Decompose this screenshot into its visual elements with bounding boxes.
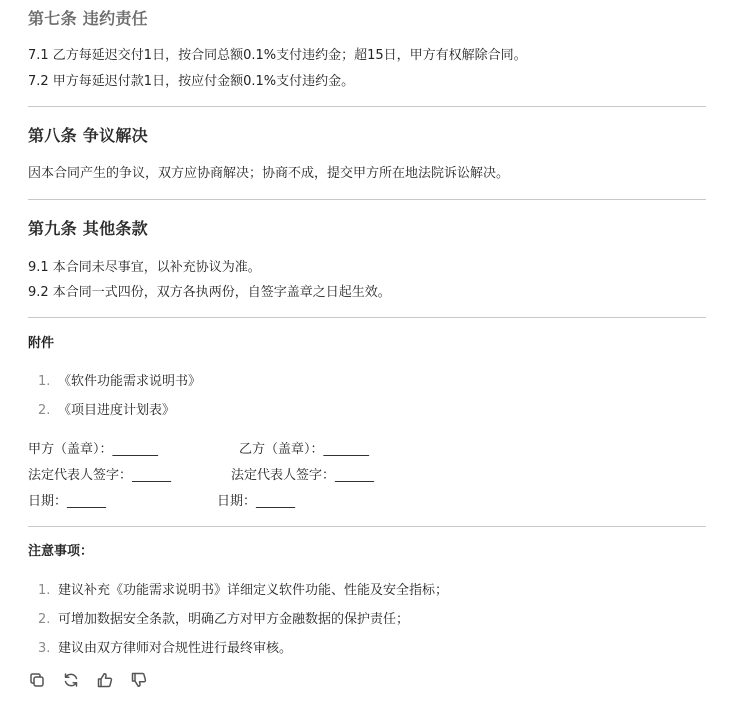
list-text: 《项目进度计划表》 — [58, 403, 176, 418]
thumbs-down-icon[interactable] — [130, 671, 148, 689]
clause-7-1: 7.1 乙方每延迟交付1日，按合同总额0.1%支付违约金；超15日，甲方有权解除合同。 — [28, 48, 527, 63]
clause-7-2: 7.2 甲方每延迟付款1日，按应付金额0.1%支付违约金。 — [28, 74, 355, 89]
party-a-seal: 甲方（盖章）：_______ — [28, 442, 159, 457]
section-7-title: 第七条 违约责任 — [28, 9, 148, 28]
party-a-date: 日期：______ — [28, 494, 107, 509]
list-number: 1. — [38, 583, 51, 598]
representative-row — [28, 463, 706, 489]
clause-9-2: 9.2 本合同一式四份，双方各执两份，自签字盖章之日起生效。 — [28, 285, 391, 300]
party-b-date: 日期：______ — [217, 494, 296, 509]
appendix-title: 附件 — [28, 336, 55, 351]
list-text: 建议由双方律师对合规性进行最终审核。 — [58, 641, 293, 656]
copy-icon[interactable] — [28, 671, 46, 689]
list-text: 建议补充《功能需求说明书》详细定义软件功能、性能及安全指标； — [58, 583, 449, 598]
list-number: 2. — [38, 612, 51, 627]
list-item — [28, 396, 706, 425]
list-number: 3. — [38, 641, 51, 656]
list-item — [28, 634, 706, 663]
list-number: 2. — [38, 403, 51, 418]
party-a-representative: 法定代表人签字：______ — [28, 468, 172, 483]
list-number: 1. — [38, 374, 51, 389]
section-9-title: 第九条 其他条款 — [28, 219, 148, 238]
clause-9-1: 9.1 本合同未尽事宜，以补充协议为准。 — [28, 260, 261, 275]
list-text: 可增加数据安全条款，明确乙方对甲方金融数据的保护责任； — [58, 612, 410, 627]
list-item — [28, 605, 706, 634]
date-row — [28, 489, 706, 515]
regenerate-icon[interactable] — [62, 671, 80, 689]
list-text: 《软件功能需求说明书》 — [58, 374, 202, 389]
divider — [28, 199, 706, 200]
appendix-list — [28, 367, 706, 425]
thumbs-up-icon[interactable] — [96, 671, 114, 689]
party-b-seal: 乙方（盖章）：_______ — [239, 442, 370, 457]
party-b-representative: 法定代表人签字：______ — [231, 468, 375, 483]
divider — [28, 317, 706, 318]
divider — [28, 106, 706, 107]
notes-list — [28, 576, 706, 663]
clause-8: 因本合同产生的争议，双方应协商解决；协商不成，提交甲方所在地法院诉讼解决。 — [28, 166, 510, 181]
list-item — [28, 576, 706, 605]
list-item — [28, 367, 706, 396]
seal-row — [28, 437, 706, 463]
divider — [28, 526, 706, 527]
section-8-title: 第八条 争议解决 — [28, 126, 148, 145]
notes-title: 注意事项： — [28, 544, 94, 559]
signature-block — [28, 437, 706, 515]
message-action-bar — [28, 671, 159, 691]
